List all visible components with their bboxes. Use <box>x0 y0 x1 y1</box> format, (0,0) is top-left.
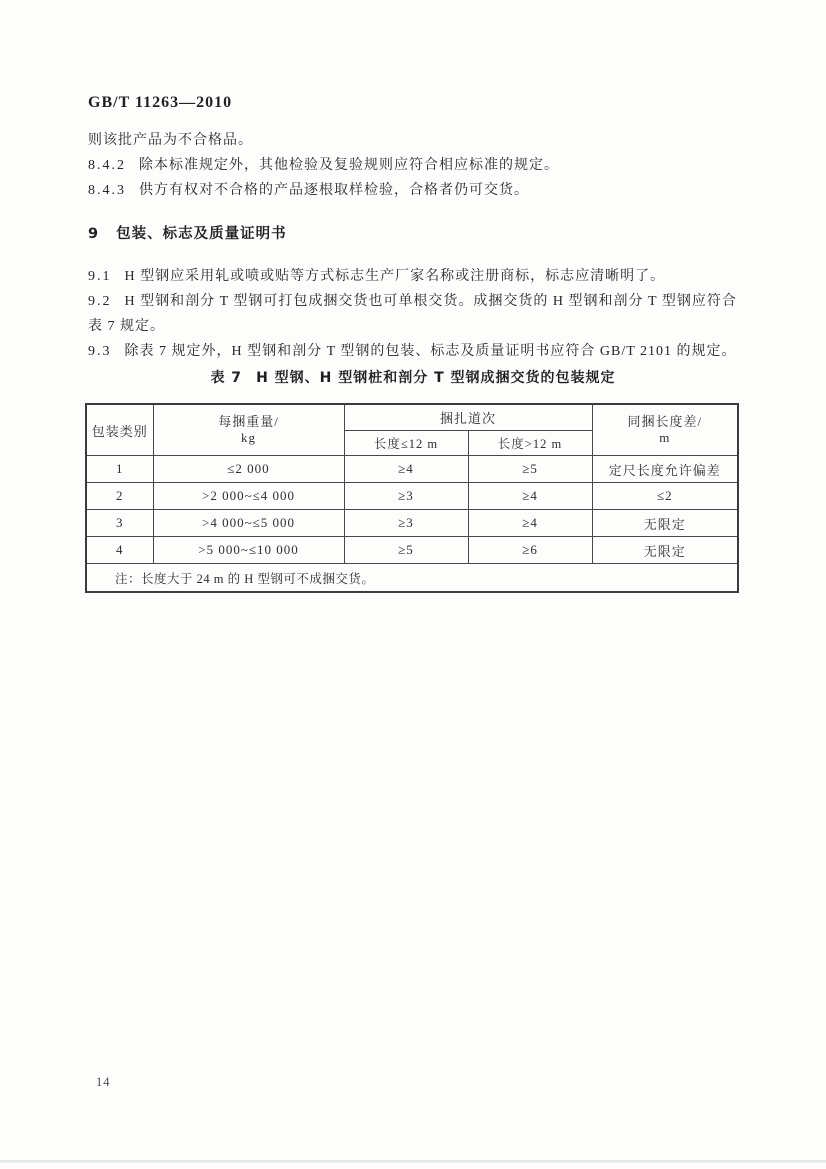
table-row <box>86 483 738 510</box>
cell-weight: >2 000~≤4 000 <box>153 483 344 510</box>
clause-9-1 <box>88 264 778 289</box>
clause-number: 9.3 <box>88 344 112 359</box>
cell-length-diff: ≤2 <box>592 483 738 510</box>
clause-8-4-block <box>88 128 778 203</box>
cell-passes-gt12: ≥4 <box>468 483 592 510</box>
clause-text: 除本标准规定外，其他检验及复验规则应符合相应标准的规定。 <box>139 158 559 173</box>
scan-edge-artifact <box>0 1162 826 1163</box>
cell-passes-gt12: ≥4 <box>468 510 592 537</box>
col-header-package-category: 包装类别 <box>86 404 153 456</box>
table-note-row <box>86 564 738 593</box>
cell-passes-gt12: ≥5 <box>468 456 592 483</box>
col-header-length-le-12m: 长度≤12 m <box>344 431 468 456</box>
cell-passes-le12: ≥3 <box>344 510 468 537</box>
cell-category: 1 <box>86 456 153 483</box>
table-row <box>86 510 738 537</box>
header-unit: m <box>659 430 671 445</box>
cell-passes-le12: ≥4 <box>344 456 468 483</box>
cell-category: 3 <box>86 510 153 537</box>
standard-number: GB/T 11263—2010 <box>88 94 233 111</box>
paragraph-continuation <box>88 128 778 153</box>
clause-text: 除表 7 规定外，H 型钢和剖分 T 型钢的包装、标志及质量证明书应符合 GB/T 2101 的规定。 <box>124 344 737 359</box>
clause-9-2-continuation <box>88 314 778 339</box>
header-line: 每捆重量/ <box>218 414 279 429</box>
col-header-length-gt-12m: 长度>12 m <box>468 431 592 456</box>
clause-text: H 型钢和剖分 T 型钢可打包成捆交货也可单根交货。成捆交货的 H 型钢和剖分 T 型钢应符合 <box>124 294 737 309</box>
section-title: 包装、标志及质量证明书 <box>116 226 287 242</box>
clause-text: 供方有权对不合格的产品逐根取样检验，合格者仍可交货。 <box>139 183 529 198</box>
cell-category: 2 <box>86 483 153 510</box>
header-line: 同捆长度差/ <box>627 414 703 429</box>
table-row <box>86 456 738 483</box>
clause-8-4-3 <box>88 178 778 203</box>
paragraph-text: 则该批产品为不合格品。 <box>88 133 253 148</box>
clause-number: 9.1 <box>88 269 112 284</box>
cell-weight: ≤2 000 <box>153 456 344 483</box>
cell-category: 4 <box>86 537 153 564</box>
clause-9-2 <box>88 289 778 314</box>
page-number: 14 <box>96 1075 111 1089</box>
clause-number: 8.4.3 <box>88 183 126 198</box>
cell-passes-gt12: ≥6 <box>468 537 592 564</box>
table-caption-text: H 型钢、H 型钢桩和剖分 T 型钢成捆交货的包装规定 <box>256 370 616 386</box>
col-header-bundle-weight <box>153 404 344 456</box>
cell-length-diff: 定尺长度允许偏差 <box>592 456 738 483</box>
table-note: 注：长度大于 24 m 的 H 型钢可不成捆交货。 <box>86 564 738 593</box>
section-9-heading <box>88 222 287 247</box>
clause-8-4-2 <box>88 153 778 178</box>
col-header-binding-passes: 捆扎道次 <box>344 404 592 431</box>
table-7-caption <box>0 366 826 391</box>
cell-length-diff: 无限定 <box>592 510 738 537</box>
clause-number: 8.4.2 <box>88 158 126 173</box>
clause-text: 表 7 规定。 <box>88 319 165 334</box>
clause-number: 9.2 <box>88 294 112 309</box>
clause-9-3 <box>88 339 778 364</box>
cell-weight: >5 000~≤10 000 <box>153 537 344 564</box>
cell-passes-le12: ≥5 <box>344 537 468 564</box>
cell-passes-le12: ≥3 <box>344 483 468 510</box>
section-9-block <box>88 264 778 364</box>
table-7-packing-rules <box>85 403 739 593</box>
col-header-length-difference <box>592 404 738 456</box>
clause-text: H 型钢应采用轧或喷或贴等方式标志生产厂家名称或注册商标，标志应清晰明了。 <box>124 269 666 284</box>
section-number: 9 <box>88 226 101 242</box>
cell-length-diff: 无限定 <box>592 537 738 564</box>
table-caption-label: 表 7 <box>210 370 243 386</box>
header-unit: kg <box>241 430 256 445</box>
cell-weight: >4 000~≤5 000 <box>153 510 344 537</box>
table-row <box>86 537 738 564</box>
